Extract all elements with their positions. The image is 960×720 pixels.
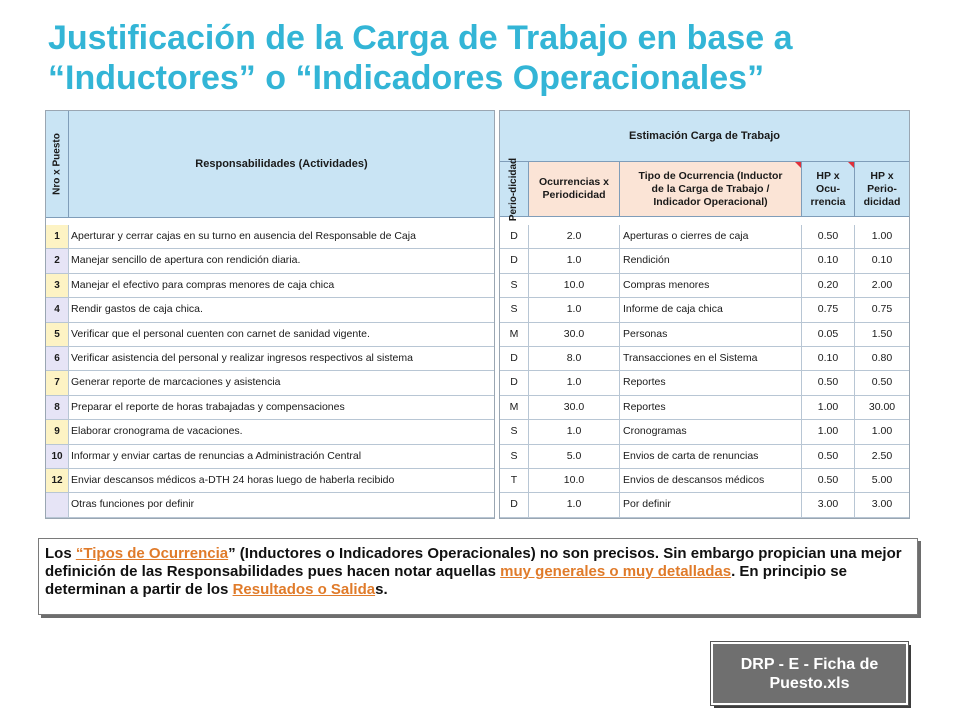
table-row[interactable]	[500, 225, 909, 249]
muy-generales-link[interactable]: muy generales o muy detalladas	[500, 563, 732, 580]
header-ocurrencias-line2: Periodicidad	[542, 189, 606, 201]
cell-hp-ocurrencia: 0.50	[802, 225, 855, 248]
cell-periodicidad: S	[500, 298, 529, 321]
cell-hp-periodicidad: 30.00	[868, 400, 896, 413]
header-tipo-line3: Indicador Operacional)	[653, 195, 768, 208]
table-row[interactable]	[500, 323, 909, 347]
cell-tipo: Rendición	[620, 249, 802, 272]
cell-hp-ocurrencia: 0.75	[802, 298, 855, 321]
header-responsabilidades[interactable]	[69, 111, 494, 218]
row-activity: Verificar asistencia del personal y realizar ingresos respectivos al sistema	[71, 351, 413, 364]
table-row[interactable]	[500, 249, 909, 273]
cell-tipo: Compras menores	[620, 274, 802, 297]
header-resp-label: Responsabilidades (Actividades)	[195, 158, 368, 170]
header-ocurrencias-line1: Ocurrencias x	[538, 176, 610, 188]
cell-hp-ocurrencia: 1.00	[802, 420, 855, 443]
row-number: 8	[46, 396, 69, 419]
cell-periodicidad: S	[500, 274, 529, 297]
row-number: 12	[46, 469, 69, 492]
cell-tipo: Aperturas o cierres de caja	[620, 225, 802, 248]
cell-ocurrencias: 2.0	[529, 225, 620, 248]
header-hp-ocurrencia[interactable]	[802, 162, 855, 217]
cell-tipo: Transacciones en el Sistema	[620, 347, 802, 370]
table-row[interactable]	[46, 274, 494, 298]
cell-tipo: Informe de caja chica	[620, 298, 802, 321]
table-row[interactable]	[46, 347, 494, 371]
row-number: 7	[46, 371, 69, 394]
cell-hp-ocurrencia: 3.00	[802, 493, 855, 516]
cell-hp-periodicidad: 3.00	[871, 498, 893, 511]
ficha-puesto-file-button[interactable]	[711, 642, 908, 705]
note-text-1: Los	[45, 545, 76, 562]
table-row[interactable]	[500, 396, 909, 420]
cell-periodicidad: M	[500, 396, 529, 419]
cell-hp-periodicidad: 1.00	[871, 230, 893, 242]
header-estimacion-label: Estimación Carga de Trabajo	[629, 130, 780, 142]
header-tipo-line1: Tipo de Ocurrencia (Inductor	[638, 169, 783, 182]
cell-periodicidad: D	[500, 371, 529, 394]
cell-ocurrencias: 1.0	[529, 249, 620, 272]
file-button-label: DRP - E - Ficha de Puesto.xls	[740, 655, 879, 692]
header-periodicidad[interactable]	[500, 157, 529, 221]
header-estimacion[interactable]	[500, 111, 909, 162]
table-row[interactable]	[46, 469, 494, 493]
cell-hp-periodicidad: 5.00	[871, 473, 893, 486]
cell-periodicidad: D	[500, 493, 529, 516]
row-activity: Informar y enviar cartas de renuncias a Administración Central	[71, 449, 362, 462]
cell-hp-periodicidad: 0.50	[871, 376, 893, 389]
row-number: 9	[46, 420, 69, 443]
cell-periodicidad: S	[500, 420, 529, 443]
table-row[interactable]	[46, 420, 494, 444]
cell-ocurrencias: 1.0	[529, 371, 620, 394]
cell-hp-periodicidad: 2.50	[871, 449, 893, 462]
row-number: 5	[46, 323, 69, 346]
cell-periodicidad: D	[500, 347, 529, 370]
header-hpo-line3: rrencia	[810, 195, 846, 208]
row-activity: Rendir gastos de caja chica.	[71, 303, 203, 316]
cell-ocurrencias: 5.0	[529, 445, 620, 468]
header-hpo-line1: HP x	[816, 169, 840, 182]
explanation-note	[38, 538, 918, 615]
table-row[interactable]	[500, 493, 909, 517]
table-row[interactable]	[500, 445, 909, 469]
table-row[interactable]	[500, 274, 909, 298]
cell-tipo: Personas	[620, 323, 802, 346]
table-row[interactable]	[46, 493, 494, 517]
responsibilities-rows	[46, 225, 494, 518]
row-activity: Aperturar y cerrar cajas en su turno en ausencia del Responsable de Caja	[71, 230, 416, 242]
cell-ocurrencias: 30.0	[529, 323, 620, 346]
cell-hp-periodicidad: 0.10	[871, 254, 893, 267]
cell-periodicidad: S	[500, 445, 529, 468]
header-hpp-line3: dicidad	[863, 195, 901, 208]
table-row[interactable]	[46, 298, 494, 322]
row-number: 10	[46, 445, 69, 468]
cell-ocurrencias: 1.0	[529, 420, 620, 443]
tipos-ocurrencia-link[interactable]: “Tipos de Ocurrencia	[75, 545, 229, 562]
cell-hp-periodicidad: 2.00	[871, 278, 893, 291]
row-activity: Elaborar cronograma de vacaciones.	[71, 425, 243, 438]
header-tipo-line2: de la Carga de Trabajo /	[651, 182, 770, 195]
cell-hp-ocurrencia: 0.10	[802, 347, 855, 370]
cell-ocurrencias: 1.0	[529, 298, 620, 321]
table-row[interactable]	[46, 371, 494, 395]
cell-hp-periodicidad: 0.75	[871, 303, 893, 316]
table-row[interactable]	[500, 347, 909, 371]
cell-hp-periodicidad: 1.50	[871, 327, 893, 340]
cell-ocurrencias: 8.0	[529, 347, 620, 370]
table-row[interactable]	[46, 249, 494, 273]
comment-indicator-icon[interactable]	[795, 162, 801, 168]
table-row[interactable]	[46, 396, 494, 420]
cell-hp-ocurrencia: 0.50	[802, 445, 855, 468]
row-activity: Manejar el efectivo para compras menores de caja chica	[71, 278, 335, 291]
row-activity: Otras funciones por definir	[71, 498, 195, 511]
header-hpp-line1: HP x	[870, 169, 894, 182]
cell-periodicidad: D	[500, 225, 529, 248]
header-nro-label: Nro x Puesto	[51, 133, 63, 195]
cell-hp-ocurrencia: 0.50	[802, 469, 855, 492]
table-row[interactable]	[500, 298, 909, 322]
row-activity: Preparar el reporte de horas trabajadas y compensaciones	[71, 400, 345, 413]
title-line-2: “Inductores” o “Indicadores Operacionales”	[48, 59, 765, 97]
title-line-1: Justificación de la Carga de Trabajo en base a	[48, 19, 793, 57]
cell-tipo: Reportes	[620, 396, 802, 419]
header-nro-puesto[interactable]	[46, 111, 69, 218]
table-row[interactable]	[46, 445, 494, 469]
header-hpp-line2: Perio-	[867, 182, 897, 195]
workload-rows	[500, 225, 909, 518]
row-activity: Manejar sencillo de apertura con rendición diaria.	[71, 254, 301, 267]
row-number: 6	[46, 347, 69, 370]
header-hp-periodicidad[interactable]	[855, 162, 909, 217]
cell-periodicidad: D	[500, 249, 529, 272]
row-number: 1	[46, 225, 69, 248]
table-row[interactable]	[500, 371, 909, 395]
row-activity: Enviar descansos médicos a-DTH 24 horas luego de haberla recibido	[71, 473, 395, 486]
workload-estimation-table	[499, 110, 910, 519]
header-tipo-ocurrencia[interactable]	[620, 162, 802, 217]
cell-hp-ocurrencia: 0.05	[802, 323, 855, 346]
cell-tipo: Por definir	[620, 493, 802, 516]
cell-ocurrencias: 30.0	[529, 396, 620, 419]
note-text-4: s.	[375, 581, 388, 598]
header-periodicidad-label: Perio-dicidad	[508, 157, 520, 221]
cell-tipo: Envios de descansos médicos	[620, 469, 802, 492]
row-number: 2	[46, 249, 69, 272]
table-row[interactable]	[500, 420, 909, 444]
cell-tipo: Reportes	[620, 371, 802, 394]
note-text-3: . En principio se determinan a partir de los	[45, 563, 847, 598]
resultados-salida-link[interactable]: Resultados o Salida	[232, 581, 376, 598]
cell-ocurrencias: 1.0	[529, 493, 620, 516]
row-number: 4	[46, 298, 69, 321]
responsibilities-table	[45, 110, 495, 519]
cell-periodicidad: M	[500, 323, 529, 346]
table-row[interactable]	[46, 225, 494, 249]
header-ocurrencias[interactable]	[529, 162, 620, 217]
row-activity: Generar reporte de marcaciones y asistencia	[71, 376, 281, 389]
cell-hp-periodicidad: 0.80	[871, 351, 893, 364]
cell-hp-ocurrencia: 0.20	[802, 274, 855, 297]
cell-hp-ocurrencia: 0.50	[802, 371, 855, 394]
page-title	[48, 18, 928, 98]
note-text-2: ” (Inductores o Indicadores Operacionales) no son precisos. Sin embargo propician una mejor definición de las Responsabilidades pues hacen notar aquellas	[45, 545, 902, 580]
cell-hp-ocurrencia: 0.10	[802, 249, 855, 272]
cell-periodicidad: T	[500, 469, 529, 492]
comment-indicator-icon[interactable]	[848, 162, 854, 168]
cell-tipo: Cronogramas	[620, 420, 802, 443]
table-row[interactable]	[500, 469, 909, 493]
cell-ocurrencias: 10.0	[529, 469, 620, 492]
header-hpo-line2: Ocu-	[816, 182, 840, 195]
row-activity: Verificar que el personal cuenten con carnet de sanidad vigente.	[71, 327, 370, 340]
cell-hp-periodicidad: 1.00	[871, 425, 893, 438]
cell-tipo: Envios de carta de renuncias	[620, 445, 802, 468]
row-number	[46, 493, 69, 516]
cell-ocurrencias: 10.0	[529, 274, 620, 297]
row-number: 3	[46, 274, 69, 297]
cell-hp-ocurrencia: 1.00	[802, 396, 855, 419]
table-row[interactable]	[46, 323, 494, 347]
